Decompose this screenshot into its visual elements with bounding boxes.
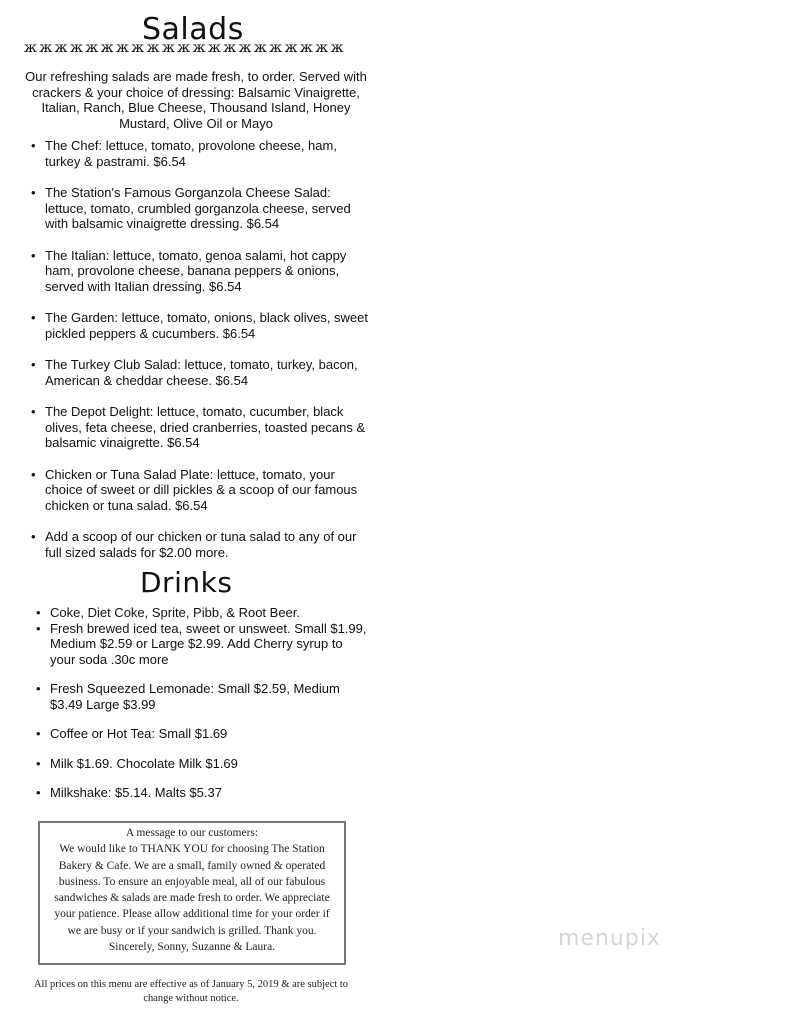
- list-item: [36, 681, 370, 712]
- salad-item-add-scoop: Add a scoop of our chicken or tuna salad to any of our full sized salads for $2.00 more.: [45, 529, 357, 560]
- bullet-icon: •: [36, 726, 41, 741]
- message-heading: A message to our customers:: [125, 827, 259, 839]
- price-disclaimer: [24, 978, 358, 1005]
- salad-item-italian: The Italian: lettuce, tomato, genoa salami, hot cappy ham, provolone cheese, banana peppers & onions, served with Italian dressing. $6.54: [45, 247, 347, 294]
- customer-message-box: [38, 821, 346, 965]
- salad-item-garden: The Garden: lettuce, tomato, onions, black olives, sweet pickled peppers & cucumbers. $6.54: [45, 310, 369, 341]
- disclaimer-line: All prices on this menu are effective as of January 5, 2019 & are subject to: [33, 979, 349, 990]
- drink-item-milkshake: Milkshake: $5.14. Malts $5.37: [50, 785, 222, 800]
- list-item: [36, 755, 370, 772]
- bullet-icon: •: [36, 605, 41, 620]
- list-item: [36, 620, 370, 668]
- bullet-icon: •: [31, 357, 36, 372]
- bullet-icon: •: [31, 310, 36, 325]
- message-line: your patience. Please allow additional time for your order if: [54, 908, 330, 921]
- drink-item-lemonade: Fresh Squeezed Lemonade: Small $2.59, Medium $3.49 Large $3.99: [50, 681, 340, 712]
- message-line: business. To ensure an enjoyable meal, all of our fabulous: [58, 875, 326, 888]
- salad-item-turkey-club: The Turkey Club Salad: lettuce, tomato, turkey, bacon, American & cheddar cheese. $6.54: [45, 357, 358, 388]
- message-line: sandwiches & salads are made fresh to order. We appreciate: [54, 892, 330, 905]
- message-signature: Sincerely, Sonny, Suzanne & Laura.: [108, 941, 276, 954]
- bullet-icon: •: [31, 466, 36, 482]
- bullet-icon: •: [36, 785, 41, 800]
- bullet-icon: •: [36, 681, 41, 696]
- drinks-heading: Drinks: [140, 566, 233, 599]
- menupix-watermark: menupix: [558, 926, 661, 951]
- list-item: [31, 185, 375, 232]
- list-item: [31, 466, 375, 514]
- list-item: [31, 529, 375, 560]
- list-item: [36, 726, 370, 742]
- bullet-icon: •: [31, 185, 36, 200]
- list-item: [31, 404, 375, 451]
- list-item: [36, 785, 370, 801]
- list-item: [31, 138, 375, 169]
- salad-list: [31, 138, 375, 576]
- bullet-icon: •: [31, 404, 36, 419]
- decorative-divider: ж ж ж ж ж ж ж ж ж ж ж ж ж ж ж ж ж ж ж ж ж: [24, 40, 343, 56]
- list-item: [31, 357, 375, 388]
- list-item: [36, 605, 370, 621]
- drink-item-coffee-tea: Coffee or Hot Tea: Small $1.69: [50, 726, 228, 741]
- list-item: [31, 310, 375, 341]
- salads-intro: Our refreshing salads are made fresh, to order. Served with crackers & your choice of dressing: Balsamic Vinaigrette, Italian, Ranch, Blue Cheese, Thousand Island, Honey Mustard, Olive Oil or Mayo: [25, 69, 367, 131]
- salad-item-chicken-tuna-plate: Chicken or Tuna Salad Plate: lettuce, tomato, your choice of sweet or dill pickles & a scoop of our famous chicken or tuna salad. $6.54: [45, 466, 358, 513]
- message-line: Bakery & Cafe. We are a small, family owned & operated: [58, 859, 326, 872]
- bullet-icon: •: [31, 247, 36, 263]
- drink-item-iced-tea: Fresh brewed iced tea, sweet or unsweet. Small $1.99, Medium $2.59 or Large $2.99. Add Cherry syrup to your soda .30c more: [50, 620, 367, 667]
- bullet-icon: •: [36, 755, 41, 771]
- bullet-icon: •: [36, 620, 41, 636]
- drink-item-milk: Milk $1.69. Chocolate Milk $1.69: [50, 755, 238, 771]
- disclaimer-line: change without notice.: [143, 992, 239, 1004]
- salad-item-chef: The Chef: lettuce, tomato, provolone cheese, ham, turkey & pastrami. $6.54: [45, 138, 337, 169]
- list-item: [31, 247, 375, 295]
- bullet-icon: •: [31, 138, 36, 153]
- drink-item-sodas: Coke, Diet Coke, Sprite, Pibb, & Root Beer.: [50, 605, 301, 620]
- salad-item-depot-delight: The Depot Delight: lettuce, tomato, cucumber, black olives, feta cheese, dried cranberries, toasted pecans & balsamic vinaigrette. $6.54: [45, 404, 366, 450]
- salads-heading: Salads: [142, 12, 244, 47]
- drink-list: [36, 605, 370, 815]
- message-line: We would like to THANK YOU for choosing The Station: [59, 843, 325, 856]
- salad-item-gorganzola: The Station's Famous Gorganzola Cheese Salad: lettuce, tomato, crumbled gorganzola cheese, served with balsamic vinaigrette dressing. $6.54: [45, 185, 351, 231]
- bullet-icon: •: [31, 529, 36, 544]
- message-line: we are busy or if your sandwich is grilled. Thank you.: [67, 924, 317, 937]
